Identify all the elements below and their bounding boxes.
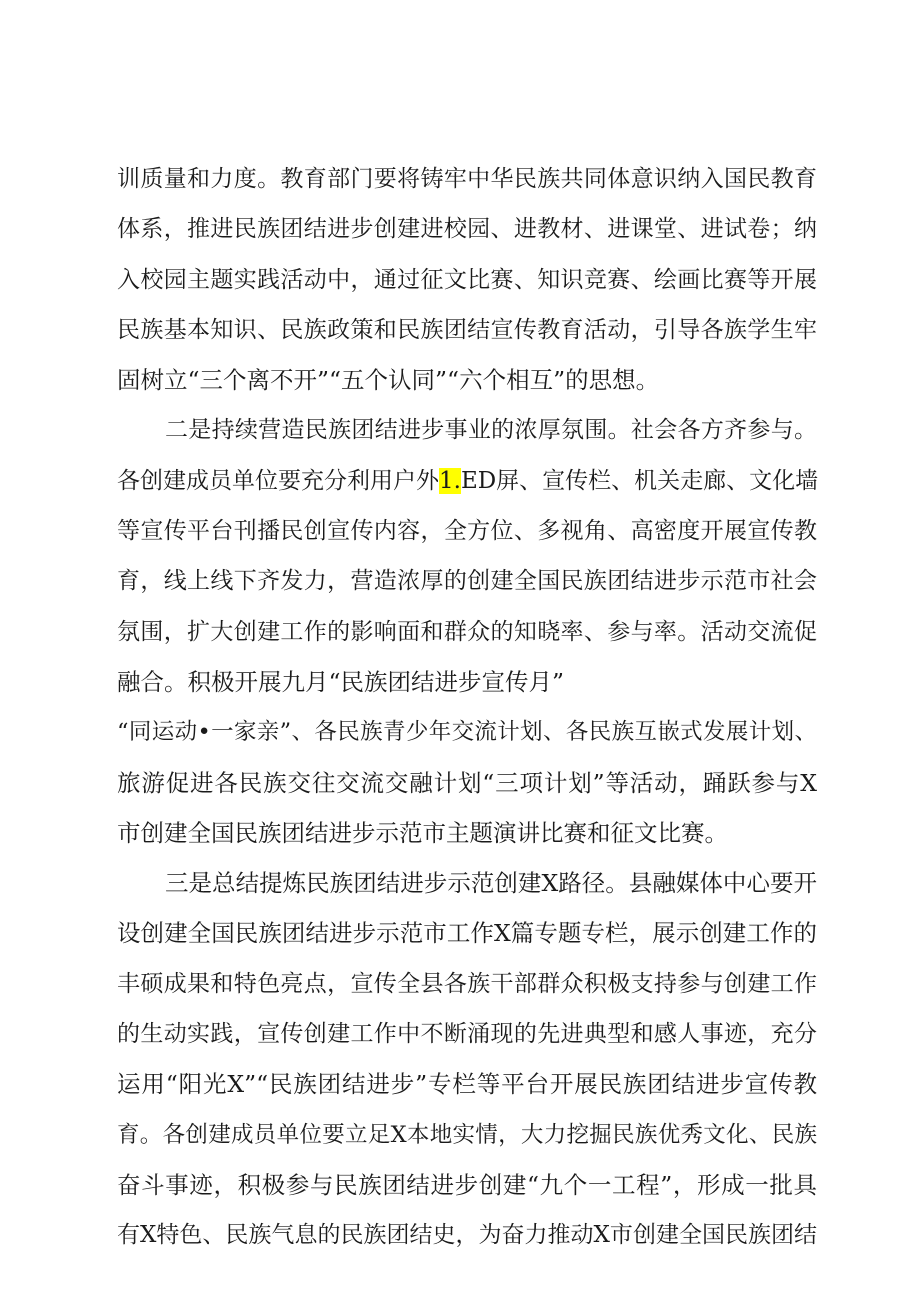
- highlighted-text: 1.: [439, 467, 461, 494]
- body-text: [117, 154, 817, 1261]
- text-line: 奋斗事迹，积极参与民族团结进步创建“九个一工程”，形成一批具: [117, 1170, 817, 1199]
- text-line: 等宣传平台刊播民创宣传内容，全方位、多视角、高密度开展宣传教: [117, 518, 817, 545]
- text-line: 的生动实践，宣传创建工作中不断涌现的先进典型和感人事迹，充分: [117, 1021, 817, 1048]
- text-line: 融合。积极开展九月“民族团结进步宣传月”: [117, 667, 565, 696]
- text-line: 运用“阳光X”“民族团结进步”专栏等平台开展民族团结进步宣传教: [117, 1070, 817, 1099]
- text-line-with-highlight: [117, 456, 817, 506]
- text-line: 育，线上线下齐发力，营造浓厚的创建全国民族团结进步示范市社会: [117, 568, 817, 595]
- text-line: 体系，推进民族团结进步创建进校园、进教材、进课堂、进试卷；纳: [117, 216, 817, 243]
- text-segment: ED屏、宣传栏、机关走廊、文化墙: [460, 467, 819, 494]
- text-segment: 各创建成员单位要充分利用户外: [117, 467, 439, 494]
- text-line: 固树立“三个离不开”“五个认同”“六个相互”的思想。: [117, 366, 660, 395]
- text-line: “同运动•一家亲”、各民族青少年交流计划、各民族互嵌式发展计划、: [117, 719, 817, 746]
- text-line: 入校园主题实践活动中，通过征文比赛、知识竞赛、绘画比赛等开展: [117, 266, 817, 293]
- paragraph-start-line: 二是持续营造民族团结进步事业的浓厚氛围。社会各方齐参与。: [165, 417, 817, 444]
- text-line: 市创建全国民族团结进步示范市主题演讲比赛和征文比赛。: [117, 818, 728, 847]
- text-line: 丰硕成果和特色亮点，宣传全县各族干部群众积极支持参与创建工作: [117, 970, 817, 997]
- text-line: 训质量和力度。教育部门要将铸牢中华民族共同体意识纳入国民教育: [117, 166, 817, 192]
- text-line: 育。各创建成员单位要立足X本地实情，大力挖掘民族优秀文化、民族: [117, 1121, 817, 1148]
- text-line: 有X特色、民族气息的民族团结史，为奋力推动X市创建全国民族团结: [117, 1222, 817, 1249]
- text-line: 旅游促进各民族交往交流交融计划“三项计划”等活动，踊跃参与X: [117, 768, 817, 797]
- text-line: 设创建全国民族团结进步示范市工作X篇专题专栏，展示创建工作的: [117, 919, 817, 948]
- text-line: 民族基本知识、民族政策和民族团结宣传教育活动，引导各族学生牢: [117, 316, 817, 343]
- paragraph-start-line: 三是总结提炼民族团结进步示范创建X路径。县融媒体中心要开: [165, 869, 817, 898]
- text-line: 氛围，扩大创建工作的影响面和群众的知晓率、参与率。活动交流促: [117, 618, 817, 645]
